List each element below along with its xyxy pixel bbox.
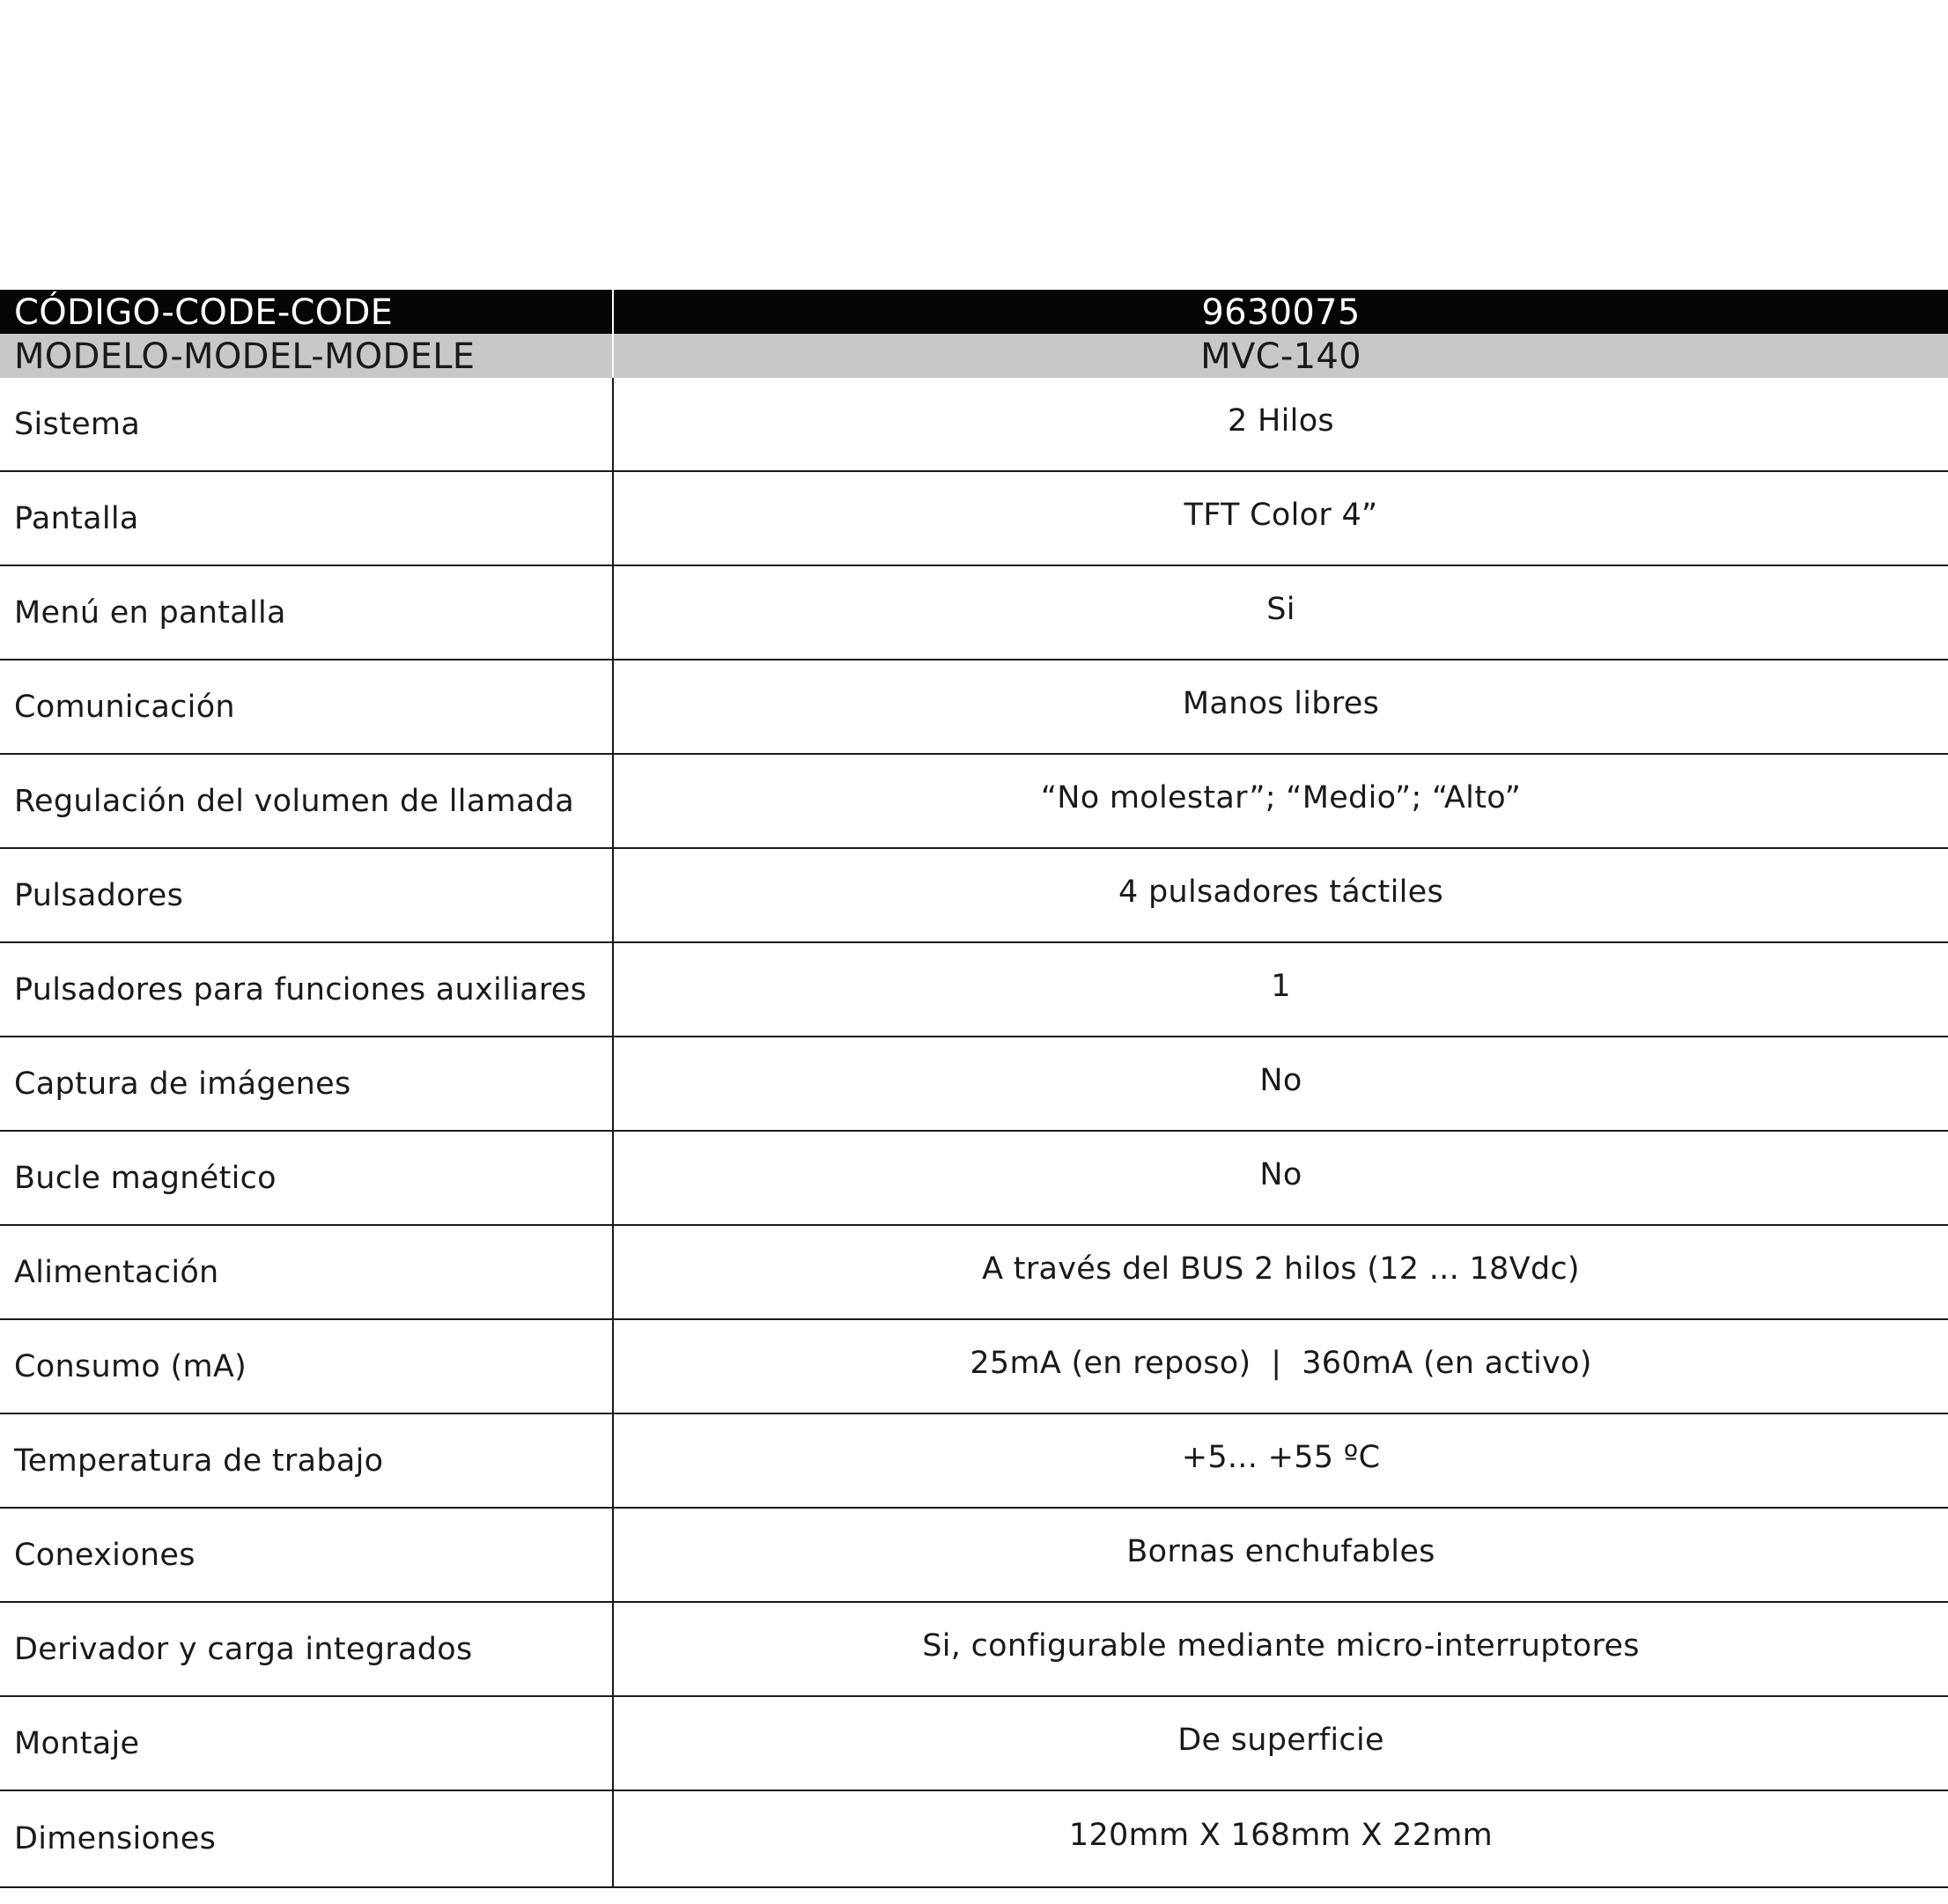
spec-row-consumo bbox=[0, 1320, 1948, 1414]
spec-row-conexiones bbox=[0, 1509, 1948, 1603]
spec-label: Captura de imágenes bbox=[0, 1037, 614, 1130]
spec-value: Bornas enchufables bbox=[1126, 1533, 1435, 1569]
spec-label: Pulsadores para funciones auxiliares bbox=[0, 943, 614, 1036]
code-row bbox=[0, 290, 1948, 334]
model-row bbox=[0, 334, 1948, 378]
spec-label: Derivador y carga integrados bbox=[0, 1603, 614, 1695]
spec-row-pulsadores-aux bbox=[0, 943, 1948, 1037]
spec-label: Alimentación bbox=[0, 1226, 614, 1318]
spec-row-temperatura bbox=[0, 1414, 1948, 1509]
spec-value: 2 Hilos bbox=[1228, 402, 1334, 439]
spec-value: De superficie bbox=[1177, 1722, 1384, 1758]
spec-row-sistema bbox=[0, 378, 1948, 472]
code-value: 9630075 bbox=[1201, 292, 1361, 333]
spec-value: Manos libres bbox=[1182, 685, 1380, 721]
spec-row-derivador bbox=[0, 1603, 1948, 1697]
spec-row-alimentacion bbox=[0, 1226, 1948, 1320]
spec-value: Si bbox=[1266, 591, 1295, 627]
spec-label: Consumo (mA) bbox=[0, 1320, 614, 1413]
spec-value: “No molestar”; “Medio”; “Alto” bbox=[1040, 779, 1522, 815]
spec-value: No bbox=[1259, 1156, 1302, 1192]
spec-value: A través del BUS 2 hilos (12 ... 18Vdc) bbox=[982, 1251, 1580, 1287]
spec-value: Si, configurable mediante micro-interruptores bbox=[922, 1627, 1640, 1664]
spec-row-pantalla bbox=[0, 472, 1948, 566]
spec-row-montaje bbox=[0, 1697, 1948, 1791]
spec-value: +5... +55 ºC bbox=[1181, 1439, 1381, 1475]
spec-label: Dimensiones bbox=[0, 1791, 614, 1886]
spec-table bbox=[0, 290, 1948, 1888]
spec-label: Montaje bbox=[0, 1697, 614, 1790]
spec-value: No bbox=[1259, 1062, 1302, 1098]
spec-row-volumen bbox=[0, 755, 1948, 849]
spec-row-captura bbox=[0, 1037, 1948, 1132]
spec-label: Comunicación bbox=[0, 660, 614, 753]
spec-label: Menú en pantalla bbox=[0, 566, 614, 659]
model-label: MODELO-MODEL-MODELE bbox=[0, 334, 614, 378]
spec-row-comunicacion bbox=[0, 660, 1948, 755]
spec-value: 4 pulsadores táctiles bbox=[1118, 874, 1443, 910]
spec-row-pulsadores bbox=[0, 849, 1948, 943]
spec-label: Conexiones bbox=[0, 1509, 614, 1601]
spec-label: Sistema bbox=[0, 378, 614, 470]
spec-value: 120mm X 168mm X 22mm bbox=[1068, 1818, 1494, 1853]
spec-value: 1 bbox=[1271, 968, 1291, 1004]
model-value: MVC-140 bbox=[1200, 336, 1361, 377]
code-label: CÓDIGO-CODE-CODE bbox=[0, 290, 614, 334]
spec-row-dimensiones bbox=[0, 1791, 1948, 1888]
spec-value: 25mA (en reposo) | 360mA (en activo) bbox=[970, 1345, 1592, 1381]
spec-label: Regulación del volumen de llamada bbox=[0, 755, 614, 847]
spec-row-bucle bbox=[0, 1132, 1948, 1226]
spec-value: TFT Color 4” bbox=[1184, 497, 1378, 533]
spec-label: Pulsadores bbox=[0, 849, 614, 941]
spec-label: Pantalla bbox=[0, 472, 614, 565]
spec-label: Bucle magnético bbox=[0, 1132, 614, 1224]
spec-row-menu bbox=[0, 566, 1948, 660]
spec-label: Temperatura de trabajo bbox=[0, 1414, 614, 1507]
